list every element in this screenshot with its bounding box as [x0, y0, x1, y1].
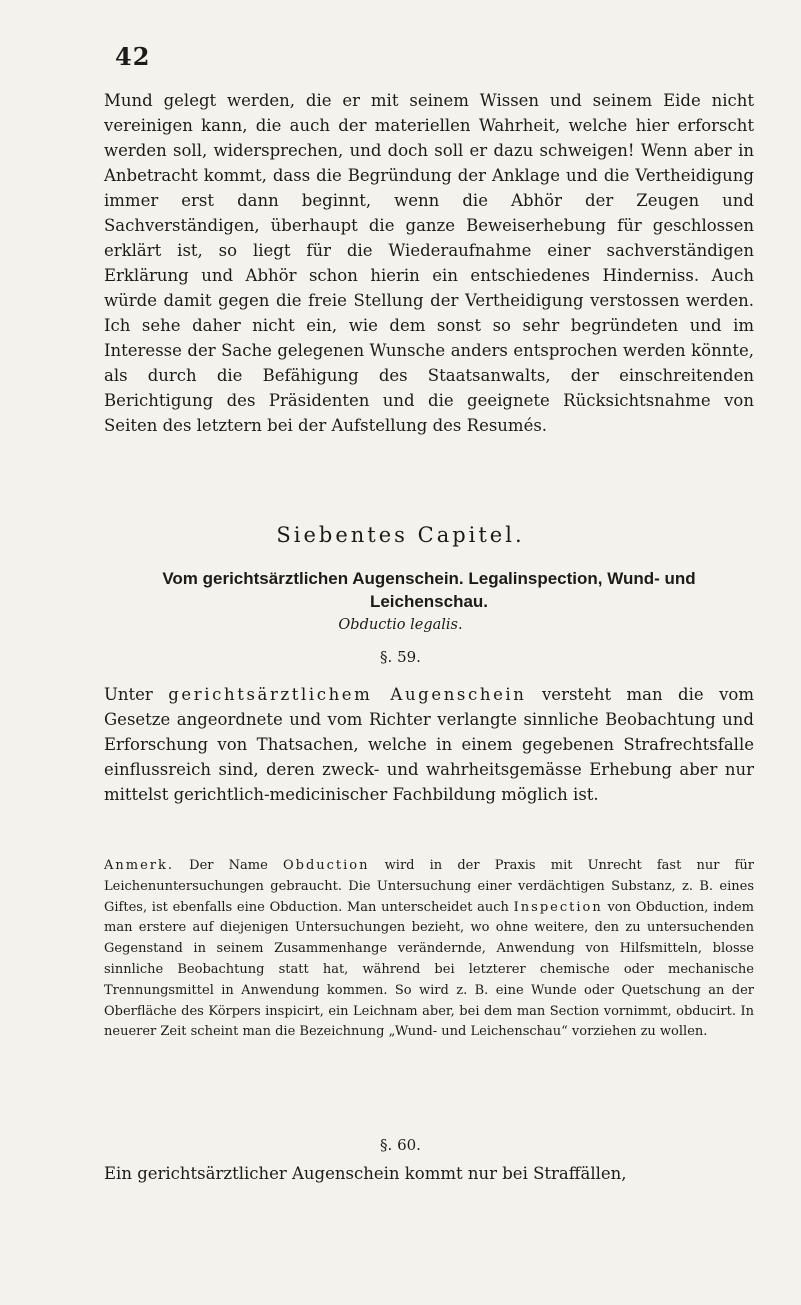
chapter-subtitle: Vom gerichtsärztlichen Augenschein. Legalinspection, Wund- und Leichenschau.: [162, 569, 696, 611]
section-59-lead: Unter: [104, 685, 153, 704]
paragraph-continuation: Mund gelegt werden, die er mit seinem Wissen und seinem Eide nicht vereinigen kann, die auch der materiellen Wahrheit, welche hier erforscht werden soll, widersprechen, und doch soll er dazu schweigen! Wenn aber in Anbetracht kommt, dass die Begründung der Anklage und die Vertheidigung immer erst dann beginnt, wenn die Abhör der Zeugen und Sachverständigen, überhaupt die ganze Beweiserhebung für geschlossen erklärt ist, so liegt für die Wiederaufnahme einer sachverständigen Erklärung und Abhör schon hierin ein entschiedenes Hinderniss. Auch würde damit gegen die freie Stellung der Vertheidigung verstossen werden. Ich sehe daher nicht ein, wie dem sonst so sehr begründeten und im Interesse der Sache gelegenen Wunsche anders entsprochen werden könnte, als durch die Befähigung des Staatsanwalts, der einschreitenden Berichtigung des Präsidenten und die geeignete Rücksichtsnahme von Seiten des letztern bei der Aufstellung des Resumés.: [104, 91, 754, 435]
note-text-3: von Obduction, indem man erstere auf diejenigen Untersuchungen bezieht, wo ohne weitere, den zu untersuchenden Gegenstand in seinem Zusammenhange verändernde, Anwendung von Hilfsmitteln, blosse sinnliche Beobachtung statt hat, während bei letzterer chemische oder mechanische Trennungsmittel in Anwendung kommen. So wird z. B. eine Wunde oder Quetschung an der Oberfläche des Körpers inspicirt, ein Leichnam aber, bei dem man Section vornimmt, obducirt. In neuerer Zeit scheint man die Bezeichnung „Wund- und Leichenschau“ vorziehen zu wollen.: [104, 899, 754, 1040]
section-59-text: versteht man die vom Gesetze angeordnete und vom Richter verlangte sinnliche Beobachtung und Erforschung von Thatsachen, welche in einem gegebenen Strafrechtsfalle einflussreich sind, deren zweck- und wahrheitsgemässe Erhebung aber nur mittelst gerichtlich-medicinischer Fachbildung möglich ist.: [104, 685, 754, 804]
chapter-heading: Siebentes Capitel.: [276, 523, 525, 547]
note-text-2: wird in der Praxis mit Unrecht fast nur für Leichenuntersuchungen gebraucht. Die Untersuchung einer verdächtigen Substanz, z. B. eines Giftes, ist ebenfalls eine Obduction. Man unterscheidet auch: [104, 858, 754, 915]
section-60-paragraph: Ein gerichtsärztlicher Augenschein kommt nur bei Straffällen,: [104, 1164, 627, 1183]
section-59-term: gerichtsärztlichem Augenschein: [168, 685, 527, 704]
section-number-59: §. 59.: [380, 648, 421, 666]
note-text-1: Der Name: [189, 858, 268, 873]
note-label: Anmerk.: [104, 858, 175, 873]
section-59-paragraph: [104, 682, 754, 807]
annotation-note: [104, 856, 754, 1043]
note-term-obduction: Obduction: [282, 858, 370, 873]
latin-term: Obductio legalis.: [338, 617, 463, 633]
section-number-60: §. 60.: [380, 1136, 421, 1154]
note-term-inspection: Inspection: [513, 899, 603, 915]
page-number: 42: [115, 42, 151, 71]
